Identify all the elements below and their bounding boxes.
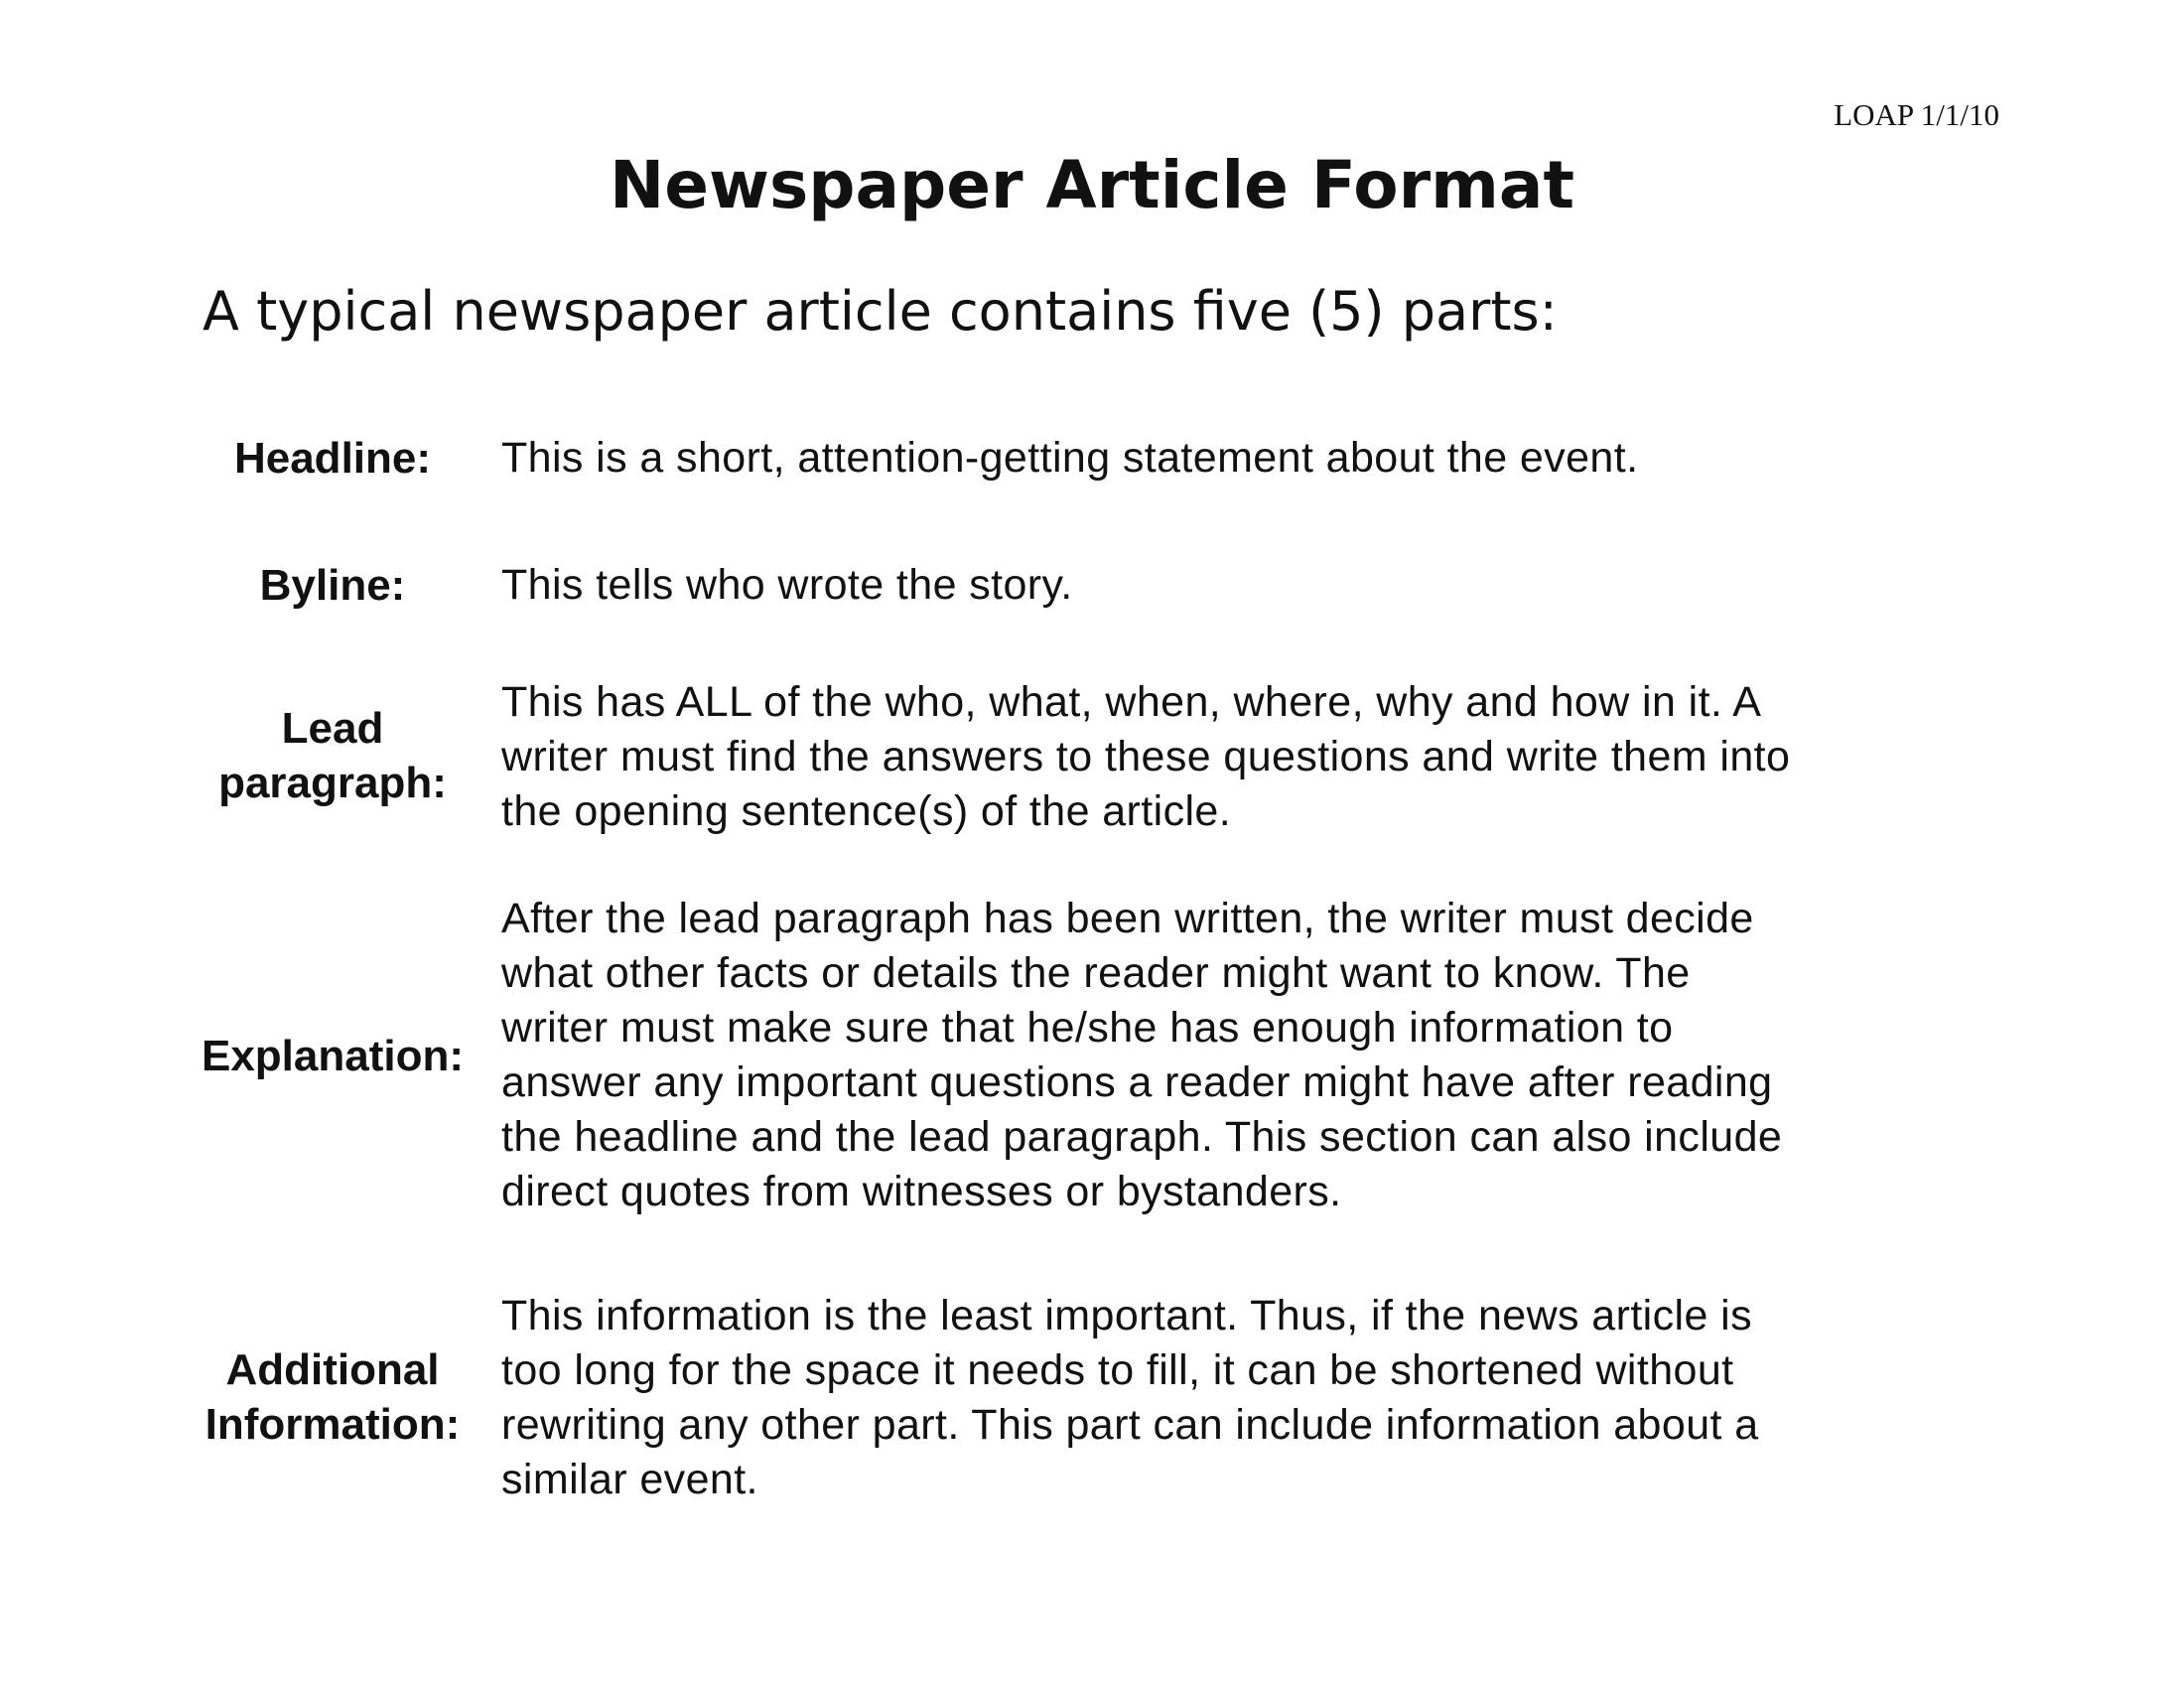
part-definition-line: After the lead paragraph has been written, the writer must decide [501,895,1754,942]
part-definition [501,892,2050,1219]
part-term: Headline: [233,434,432,483]
part-definition [501,1289,2050,1507]
part-definition-line: answer any important questions a reader might have after reading [501,1058,1773,1106]
part-definition-line: similar event. [501,1456,758,1503]
part-definition-line: This information is the least important. Thus, if the news article is [501,1292,1752,1339]
intro-text: A typical newspaper article contains five (5) parts: [203,280,1558,343]
part-definition-line: writer must make sure that he/she has enough information to [501,1004,1674,1052]
part-term-line: Information: [205,1400,461,1449]
header-code: LOAP 1/1/10 [1834,97,1999,132]
part-definition-line: This has ALL of the who, what, when, where, why and how in it. A [501,678,1762,726]
part-term-line: Lead [281,704,384,753]
part-definition [501,675,2050,839]
part-definition-line: writer must find the answers to these questions and write them into [501,733,1791,780]
part-definition-line: the opening sentence(s) of the article. [501,787,1232,835]
part-definition: This is a short, attention-getting statement about the event. [501,434,1639,482]
part-definition-line: rewriting any other part. This part can include information about a [501,1401,1759,1449]
part-term-line: paragraph: [218,759,447,807]
part-definition-line: too long for the space it needs to fill, it can be shortened without [501,1346,1734,1394]
part-definition-line: the headline and the lead paragraph. This section can also include [501,1113,1783,1161]
part-term-line: Additional [225,1345,440,1394]
part-term: Byline: [259,561,406,610]
part-definition-line: direct quotes from witnesses or bystanders. [501,1168,1342,1215]
part-definition: This tells who wrote the story. [501,561,1073,609]
part-term [169,1342,496,1452]
part-definition-line: what other facts or details the reader might want to know. The [501,949,1691,997]
part-term [169,701,496,810]
part-term: Explanation: [201,1032,465,1080]
page-title: Newspaper Article Format [609,147,1575,223]
